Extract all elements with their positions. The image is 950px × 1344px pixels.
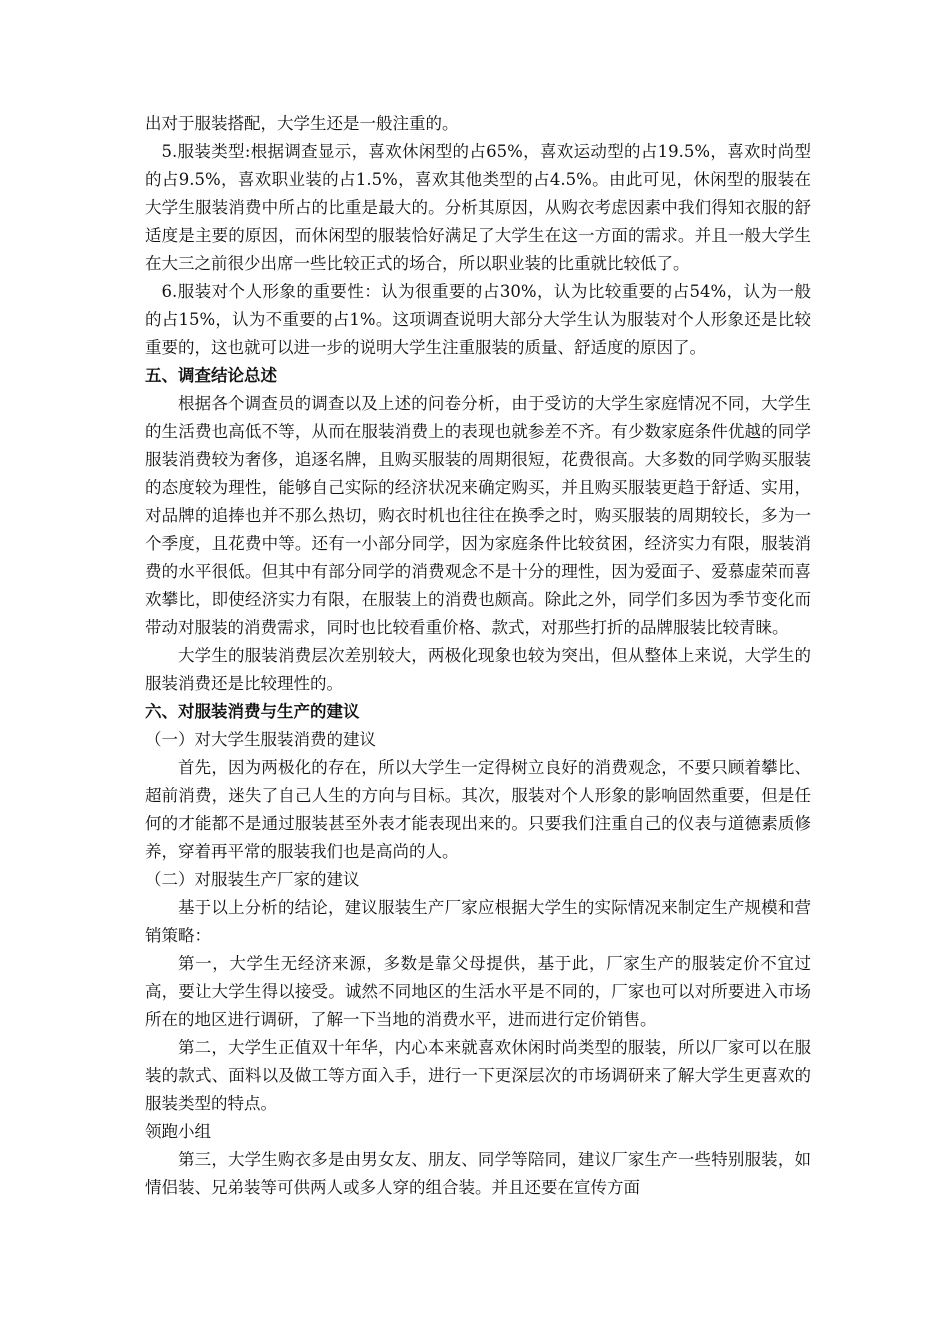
paragraph-conclusion-2: 大学生的服装消费层次差别较大，两极化现象也较为突出，但从整体上来说，大学生的服装消费还是比较理性的。 (145, 646, 811, 693)
document-page (145, 110, 811, 1202)
paragraph-conclusion-1: 根据各个调查员的调查以及上述的问卷分析，由于受访的大学生家庭情况不同，大学生的生活费也高低不等，从而在服装消费上的表现也就参差不齐。有少数家庭条件优越的同学服装消费较为奢侈，追逐名牌，且购买服装的周期很短，花费很高。大多数的同学购买服装的态度较为理性，能够自己实际的经济状况来确定购买，并且购买服装更趋于舒适、实用，对品牌的追捧也并不那么热切，购衣时机也往往在换季之时，购买服装的周期较长，多为一个季度，且花费中等。还有一小部分同学，因为家庭条件比较贫困，经济实力有限，服装消费的水平很低。但其中有部分同学的消费观念不是十分的理性，因为爱面子、爱慕虚荣而喜欢攀比，即使经济实力有限，在服装上的消费也颇高。除此之外，同学们多因为季节变化而带动对服装的消费需求，同时也比较看重价格、款式，对那些打折的品牌服装比较青睐。 (145, 394, 811, 637)
subsection-heading-1: （一）对大学生服装消费的建议 (145, 730, 376, 749)
paragraph-advice-students: 首先，因为两极化的存在，所以大学生一定得树立良好的消费观念，不要只顾着攀比、超前消费，迷失了自己人生的方向与目标。其次，服装对个人形象的影响固然重要，但是任何的才能都不是通过服装甚至外表才能表现出来的。只要我们注重自己的仪表与道德素质修养，穿着再平常的服装我们也是高尚的人。 (145, 758, 811, 861)
section-heading-6: 六、对服装消费与生产的建议 (145, 702, 360, 721)
paragraph-intro: 出对于服装搭配，大学生还是一般注重的。 (145, 114, 459, 133)
section-heading-5: 五、调查结论总述 (145, 366, 277, 385)
paragraph-item-6-image-importance: 6.服装对个人形象的重要性：认为很重要的占30%，认为比较重要的占54%，认为一般的占15%，认为不重要的占1%。这项调查说明大部分大学生认为服装对个人形象还是比较重要的，这也就可以进一步的说明大学生注重服装的质量、舒适度的原因了。 (145, 282, 811, 357)
group-label: 领跑小组 (145, 1122, 211, 1141)
paragraph-advice-intro: 基于以上分析的结论，建议服装生产厂家应根据大学生的实际情况来制定生产规模和营销策略： (145, 898, 811, 945)
paragraph-advice-first: 第一，大学生无经济来源，多数是靠父母提供，基于此，厂家生产的服装定价不宜过高，要让大学生得以接受。诚然不同地区的生活水平是不同的，厂家也可以对所要进入市场所在的地区进行调研，了解一下当地的消费水平，进而进行定价销售。 (145, 954, 811, 1029)
paragraph-advice-third: 第三，大学生购衣多是由男女友、朋友、同学等陪同，建议厂家生产一些特别服装，如情侣装、兄弟装等可供两人或多人穿的组合装。并且还要在宣传方面 (145, 1150, 811, 1197)
paragraph-advice-second: 第二，大学生正值双十年华，内心本来就喜欢休闲时尚类型的服装，所以厂家可以在服装的款式、面料以及做工等方面入手，进行一下更深层次的市场调研来了解大学生更喜欢的服装类型的特点。 (145, 1038, 811, 1113)
subsection-heading-2: （二）对服装生产厂家的建议 (145, 870, 360, 889)
paragraph-item-5-clothing-type: 5.服装类型:根据调查显示，喜欢休闲型的占65%，喜欢运动型的占19.5%，喜欢时尚型的占9.5%，喜欢职业装的占1.5%，喜欢其他类型的占4.5%。由此可见，休闲型的服装在大学生服装消费中所占的比重是最大的。分析其原因，从购衣考虑因素中我们得知衣服的舒适度是主要的原因，而休闲型的服装恰好满足了大学生在这一方面的需求。并且一般大学生在大三之前很少出席一些比较正式的场合，所以职业装的比重就比较低了。 (145, 142, 811, 273)
